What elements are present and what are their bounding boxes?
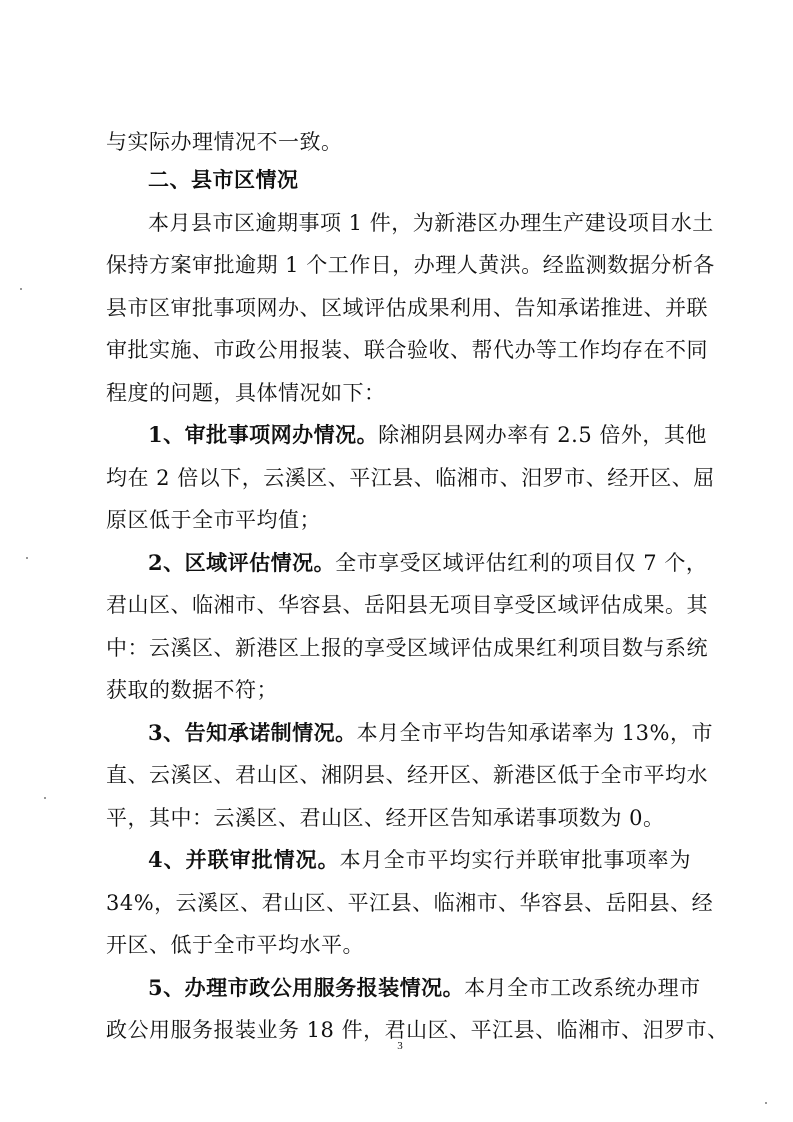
list-item-text: 本月全市工改系统办理市 — [464, 976, 701, 1000]
paragraph-line: 34%，云溪区、君山区、平江县、临湘市、华容县、岳阳县、经 — [106, 891, 714, 915]
list-item-text: 全市享受区域评估红利的项目仅 7 个， — [335, 551, 708, 575]
list-item-first-line — [148, 719, 713, 747]
list-item-title: 5、办理市政公用服务报装情况。 — [148, 975, 465, 1000]
list-item-title: 3、告知承诺制情况。 — [148, 720, 357, 745]
paragraph-line: 直、云溪区、君山区、湘阴县、经开区、新港区低于全市平均水 — [106, 763, 708, 787]
scan-speck — [26, 557, 28, 559]
paragraph-line: 审批实施、市政公用报装、联合验收、帮代办等工作均存在不同 — [106, 338, 708, 362]
paragraph-line: 均在 2 倍以下，云溪区、平江县、临湘市、汨罗市、经开区、屈 — [106, 466, 715, 490]
list-item-title: 4、并联审批情况。 — [148, 847, 340, 872]
paragraph-line: 平，其中：云溪区、君山区、经开区告知承诺事项数为 0。 — [106, 806, 665, 830]
list-item-title: 2、区域评估情况。 — [148, 550, 336, 575]
paragraph-line: 开区、低于全市平均水平。 — [106, 933, 364, 957]
paragraph-line: 原区低于全市平均值； — [106, 508, 321, 532]
list-item-text: 除湘阴县网办率有 2.5 倍外，其他 — [378, 423, 707, 447]
paragraph-line: 政公用服务报装业务 18 件，君山区、平江县、临湘市、汨罗市、 — [106, 1018, 729, 1042]
paragraph-line: 程度的问题，具体情况如下： — [106, 381, 386, 405]
paragraph-line: 与实际办理情况不一致。 — [106, 130, 343, 154]
paragraph-line: 县市区审批事项网办、区域评估成果利用、告知承诺推进、并联 — [106, 296, 708, 320]
scan-speck — [20, 288, 22, 290]
paragraph-line: 本月县市区逾期事项 1 件，为新港区办理生产建设项目水土 — [148, 211, 714, 235]
list-item-first-line — [148, 549, 708, 577]
list-item-first-line — [148, 974, 701, 1002]
list-item-text: 本月全市平均告知承诺率为 13%，市 — [356, 721, 713, 745]
paragraph-line: 君山区、临湘市、华容县、岳阳县无项目享受区域评估成果。其 — [106, 593, 708, 617]
paragraph-line: 获取的数据不符； — [106, 678, 278, 702]
page-number: 3 — [397, 1040, 403, 1052]
paragraph-line: 中：云溪区、新港区上报的享受区域评估成果红利项目数与系统 — [106, 636, 708, 660]
paragraph-line: 保持方案审批逾期 1 个工作日，办理人黄洪。经监测数据分析各 — [106, 253, 715, 277]
list-item-text: 本月全市平均实行并联审批事项率为 — [339, 848, 691, 872]
scan-speck — [765, 1102, 767, 1104]
list-item-first-line — [148, 846, 691, 874]
scan-speck — [44, 797, 46, 799]
list-item-title: 1、审批事项网办情况。 — [148, 422, 379, 447]
list-item-first-line — [148, 421, 707, 449]
section-heading: 二、县市区情况 — [148, 167, 299, 192]
